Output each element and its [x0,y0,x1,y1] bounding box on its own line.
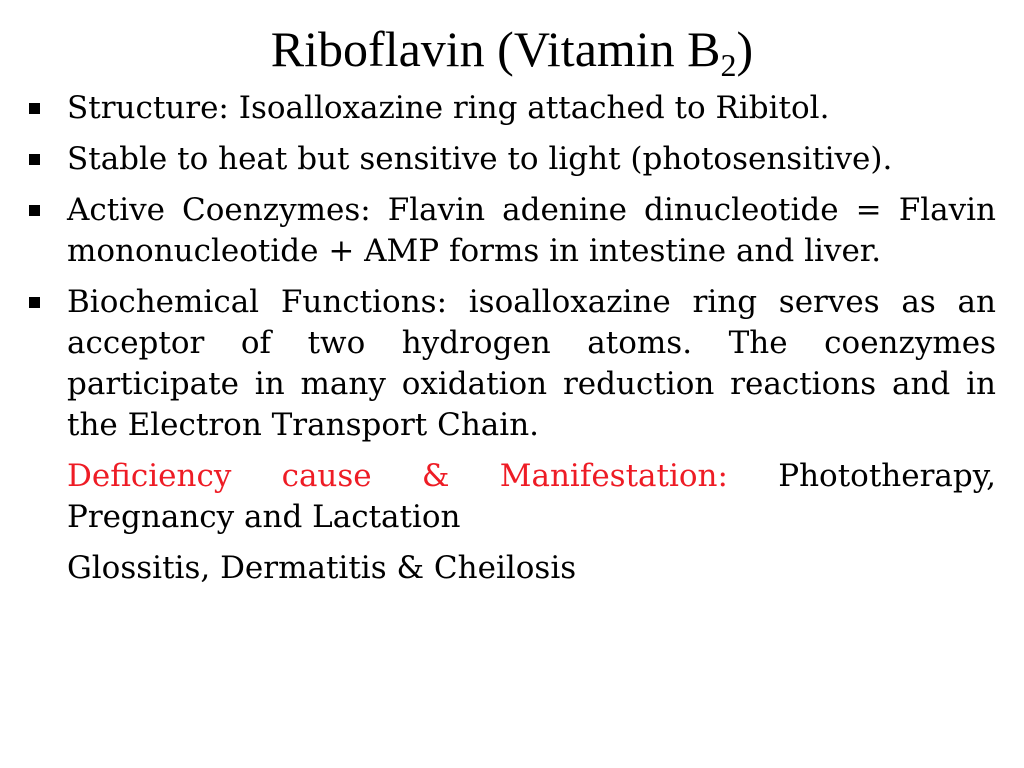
slide-content [28,88,996,599]
bullet-functions [28,282,996,446]
square-bullet-icon [29,103,40,114]
title-close: ) [736,21,754,77]
title-subscript: 2 [720,47,737,83]
square-bullet-icon [29,205,40,216]
bullet-structure [28,88,996,129]
title-main: Riboflavin (Vitamin B [270,21,721,77]
bullet-text: Active Coenzymes: Flavin adenine dinucleotide = Flavin mononucleotide + AMP forms in intestine and liver. [67,192,996,269]
bullet-text: Structure: Isoalloxazine ring attached to Ribitol. [67,90,830,126]
manifestations-text: Glossitis, Dermatitis & Cheilosis [67,550,577,586]
bullet-coenzymes [28,190,996,272]
bullet-text: Biochemical Functions: isoalloxazine ring serves as an acceptor of two hydrogen atoms. The coenzymes participate in many oxidation reduction reactions and in the Electron Transport Chain. [67,284,996,443]
square-bullet-icon [29,154,40,165]
slide-title [0,18,1024,86]
deficiency-paragraph [28,456,996,538]
bullet-list [28,88,996,446]
square-bullet-icon [29,297,40,308]
manifestations-paragraph [28,548,996,589]
bullet-text: Stable to heat but sensitive to light (photosensitive). [67,141,893,177]
bullet-stability [28,139,996,180]
deficiency-label: Deficiency cause & Manifestation: [67,458,728,494]
deficiency-causes: Phototherapy, Pregnancy and Lactation [67,458,996,535]
